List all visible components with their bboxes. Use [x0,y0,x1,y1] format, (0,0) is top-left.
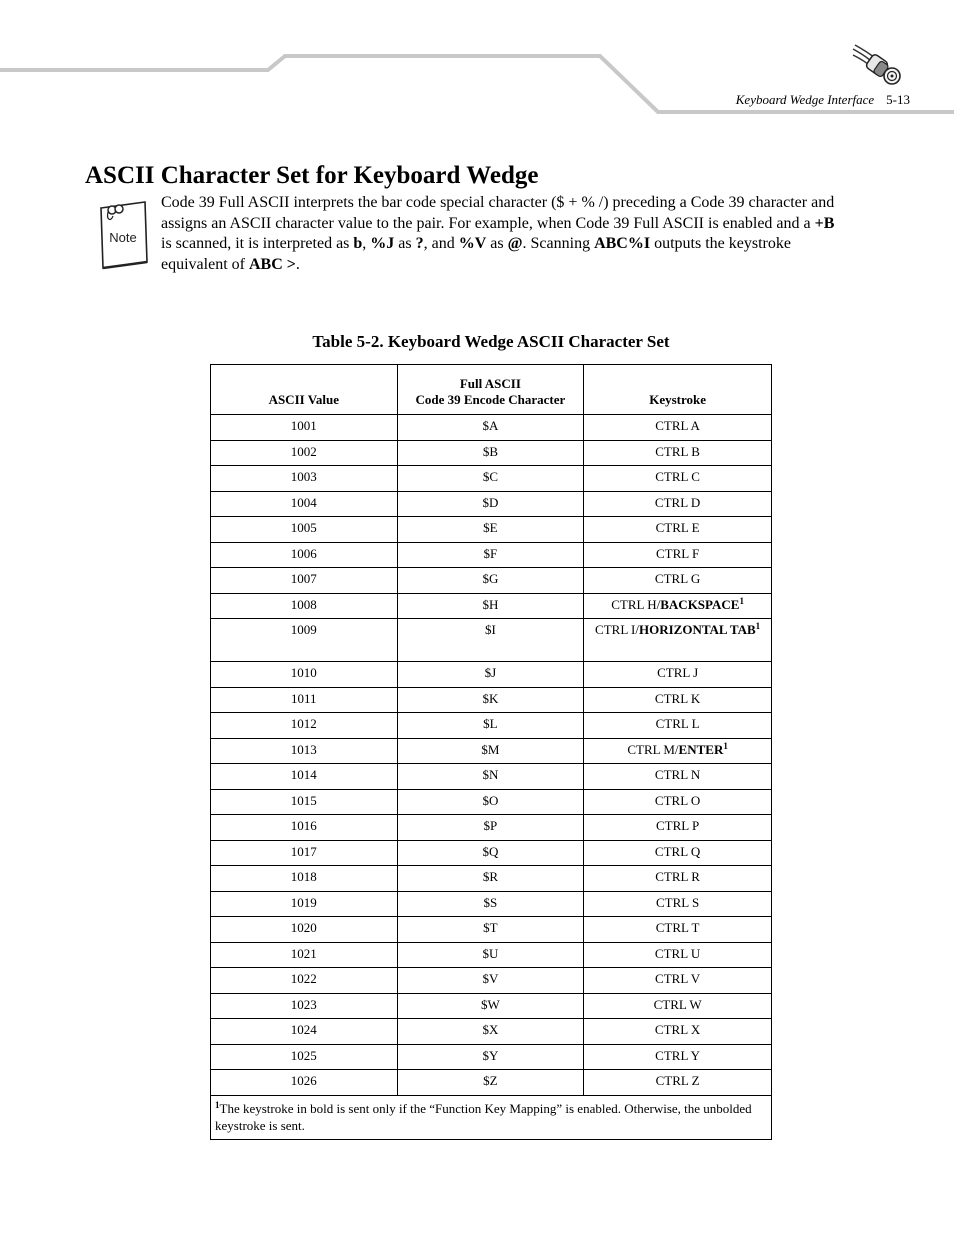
table-row [211,713,772,739]
cell-keystroke [584,466,772,492]
cell-keystroke [584,891,772,917]
keystroke-text: CTRL C [655,469,700,484]
cell-keystroke [584,619,772,662]
table-row [211,466,772,492]
cell-ascii-value: 1009 [211,619,398,662]
cell-keystroke [584,440,772,466]
note-bold-term: ? [415,235,424,252]
header-encode-line1: Full ASCII [459,376,521,391]
cell-encode-character: $M [397,738,584,764]
section-title: ASCII Character Set for Keyboard Wedge [85,162,539,189]
cell-encode-character: $I [397,619,584,662]
cell-encode-character: $K [397,687,584,713]
table-row [211,1070,772,1096]
note-text-segment: . Scanning [522,235,595,252]
keystroke-text: CTRL N [654,767,701,782]
keystroke-text: CTRL Z [655,1073,700,1088]
table-row [211,415,772,441]
table-header-row [211,365,772,415]
note-text-segment: . [295,255,300,273]
cell-encode-character: $H [397,593,584,619]
cell-keystroke [584,491,772,517]
cell-keystroke [584,1044,772,1070]
keystroke-text: CTRL K [654,690,701,706]
cell-encode-character: $F [397,542,584,568]
footnote-text: The keystroke in bold is sent only if the “Function Key Mapping” is enabled. Otherwise, the unbolded keystroke is sent. [215,1100,752,1133]
cell-keystroke [584,738,772,764]
cell-ascii-value: 1017 [211,840,398,866]
cell-ascii-value: 1023 [211,993,398,1019]
cell-keystroke [584,815,772,841]
keystroke-text: CTRL V [655,971,701,986]
ascii-character-table [210,364,772,1140]
cell-encode-character: $U [397,942,584,968]
cell-ascii-value: 1004 [211,491,398,517]
cell-encode-character: $B [397,440,584,466]
cell-ascii-value: 1006 [211,542,398,568]
table-row [211,1044,772,1070]
keystroke-text: CTRL J [657,665,699,680]
cell-keystroke [584,764,772,790]
table-row [211,942,772,968]
keystroke-function-key: BACKSPACE [660,596,740,612]
connector-plug-icon [850,44,902,90]
table-row [211,738,772,764]
cell-keystroke [584,542,772,568]
cell-encode-character: $P [397,815,584,841]
cell-ascii-value: 1018 [211,866,398,892]
note-bold-term: %V [458,235,487,252]
cell-encode-character: $Y [397,1044,584,1070]
keystroke-text: CTRL P [655,818,700,833]
cell-encode-character: $T [397,917,584,943]
table-row [211,866,772,892]
cell-ascii-value: 1021 [211,942,398,968]
keystroke-text: CTRL U [654,945,701,961]
cell-encode-character: $W [397,993,584,1019]
note-text-segment: as [394,235,416,252]
cell-ascii-value: 1015 [211,789,398,815]
cell-encode-character: $O [397,789,584,815]
running-header-title: Keyboard Wedge Interface [735,92,875,107]
keystroke-function-key: ENTER [678,741,724,757]
cell-ascii-value: 1011 [211,687,398,713]
table-row [211,789,772,815]
note-text-segment: , and [423,235,459,252]
table-row [211,687,772,713]
cell-ascii-value: 1014 [211,764,398,790]
note-text-segment: is scanned, it is interpreted as [161,235,354,252]
header-encode-character [397,365,584,415]
table-footnote [211,1095,772,1139]
table-row [211,840,772,866]
cell-ascii-value: 1020 [211,917,398,943]
cell-keystroke [584,1070,772,1096]
footnote-ref: 1 [739,595,744,606]
cell-encode-character: $D [397,491,584,517]
keystroke-text: CTRL X [654,1022,701,1037]
cell-ascii-value: 1022 [211,968,398,994]
cell-ascii-value: 1019 [211,891,398,917]
footnote-marker: 1 [215,1099,220,1110]
cell-keystroke [584,662,772,688]
keystroke-function-key: HORIZONTAL TAB [638,622,756,637]
keystroke-text: CTRL D [654,494,701,510]
cell-keystroke [584,568,772,594]
keystroke-text: CTRL R [655,869,700,884]
cell-encode-character: $R [397,866,584,892]
cell-keystroke [584,866,772,892]
table-row [211,1019,772,1045]
table-footnote-row [211,1095,772,1139]
cell-encode-character: $C [397,466,584,492]
cell-ascii-value: 1001 [211,415,398,441]
keystroke-text: CTRL F [655,545,700,561]
table-row [211,815,772,841]
cell-keystroke [584,968,772,994]
cell-ascii-value: 1013 [211,738,398,764]
cell-keystroke [584,942,772,968]
table-row [211,542,772,568]
table-row [211,440,772,466]
cell-ascii-value: 1008 [211,593,398,619]
cell-ascii-value: 1024 [211,1019,398,1045]
table-row [211,517,772,543]
keystroke-text: CTRL M/ [627,741,679,757]
keystroke-text: CTRL I/ [595,622,639,637]
keystroke-text: CTRL G [654,571,701,586]
header-keystroke: Keystroke [584,365,772,415]
cell-encode-character: $Q [397,840,584,866]
cell-keystroke [584,789,772,815]
table-row [211,968,772,994]
keystroke-text: CTRL T [655,920,700,935]
note-bold-term: @ [507,235,523,252]
cell-ascii-value: 1002 [211,440,398,466]
table-row [211,491,772,517]
table-caption: Table 5-2. Keyboard Wedge ASCII Character Set [312,332,670,351]
cell-encode-character: $Z [397,1070,584,1096]
cell-ascii-value: 1007 [211,568,398,594]
note-text-segment: Code 39 Full ASCII interprets the bar code special character ($ + % /) preceding a Code 39 character and assigns an ASCII character value to the pair. For example, when Code 39 Full ASCII is enabled and a [161,194,835,232]
note-icon-label: Note [109,230,137,245]
cell-keystroke [584,713,772,739]
page-number: 5-13 [886,92,910,107]
keystroke-text: CTRL W [653,996,702,1012]
note-bold-term: %J [370,235,395,252]
cell-keystroke [584,415,772,441]
note-bold-term: ABC%I [594,235,651,252]
footnote-ref: 1 [755,621,761,631]
keystroke-text: CTRL S [655,894,700,910]
keystroke-text: CTRL B [655,443,700,459]
keystroke-text: CTRL Y [655,1047,701,1063]
table-row [211,568,772,594]
note-text-segment: outputs the keystroke equivalent of [161,235,791,273]
keystroke-text: CTRL A [655,418,700,433]
cell-encode-character: $N [397,764,584,790]
cell-keystroke [584,517,772,543]
cell-encode-character: $X [397,1019,584,1045]
cell-ascii-value: 1016 [211,815,398,841]
table-row [211,993,772,1019]
cell-ascii-value: 1003 [211,466,398,492]
footnote-ref: 1 [723,740,728,751]
note-text-segment: as [486,235,508,252]
keystroke-text: CTRL E [655,520,700,535]
cell-ascii-value: 1005 [211,517,398,543]
cell-encode-character: $V [397,968,584,994]
note-text-segment: , [362,235,371,252]
cell-encode-character: $E [397,517,584,543]
note-text [161,193,841,275]
cell-encode-character: $S [397,891,584,917]
keystroke-text: CTRL O [654,792,701,808]
table-row [211,764,772,790]
keystroke-text: CTRL H/ [611,596,661,612]
keystroke-text: CTRL Q [654,843,701,859]
header-ascii-value: ASCII Value [211,365,398,415]
table-row [211,891,772,917]
note-icon [95,200,150,272]
cell-keystroke [584,1019,772,1045]
cell-keystroke [584,993,772,1019]
cell-encode-character: $A [397,415,584,441]
cell-keystroke [584,687,772,713]
cell-ascii-value: 1010 [211,662,398,688]
cell-encode-character: $J [397,662,584,688]
note-bold-term: ABC > [248,255,296,273]
running-header [660,92,910,108]
cell-encode-character: $L [397,713,584,739]
table-row [211,917,772,943]
note-bold-term: +B [814,214,835,232]
note-bold-term: b [353,235,363,252]
cell-ascii-value: 1026 [211,1070,398,1096]
keystroke-text: CTRL L [655,716,700,731]
table-row [211,593,772,619]
cell-keystroke [584,917,772,943]
cell-ascii-value: 1025 [211,1044,398,1070]
table-row [211,619,772,662]
table-row [211,662,772,688]
header-encode-line2: Code 39 Encode Character [415,392,566,407]
cell-encode-character: $G [397,568,584,594]
cell-keystroke [584,840,772,866]
cell-ascii-value: 1012 [211,713,398,739]
cell-keystroke [584,593,772,619]
